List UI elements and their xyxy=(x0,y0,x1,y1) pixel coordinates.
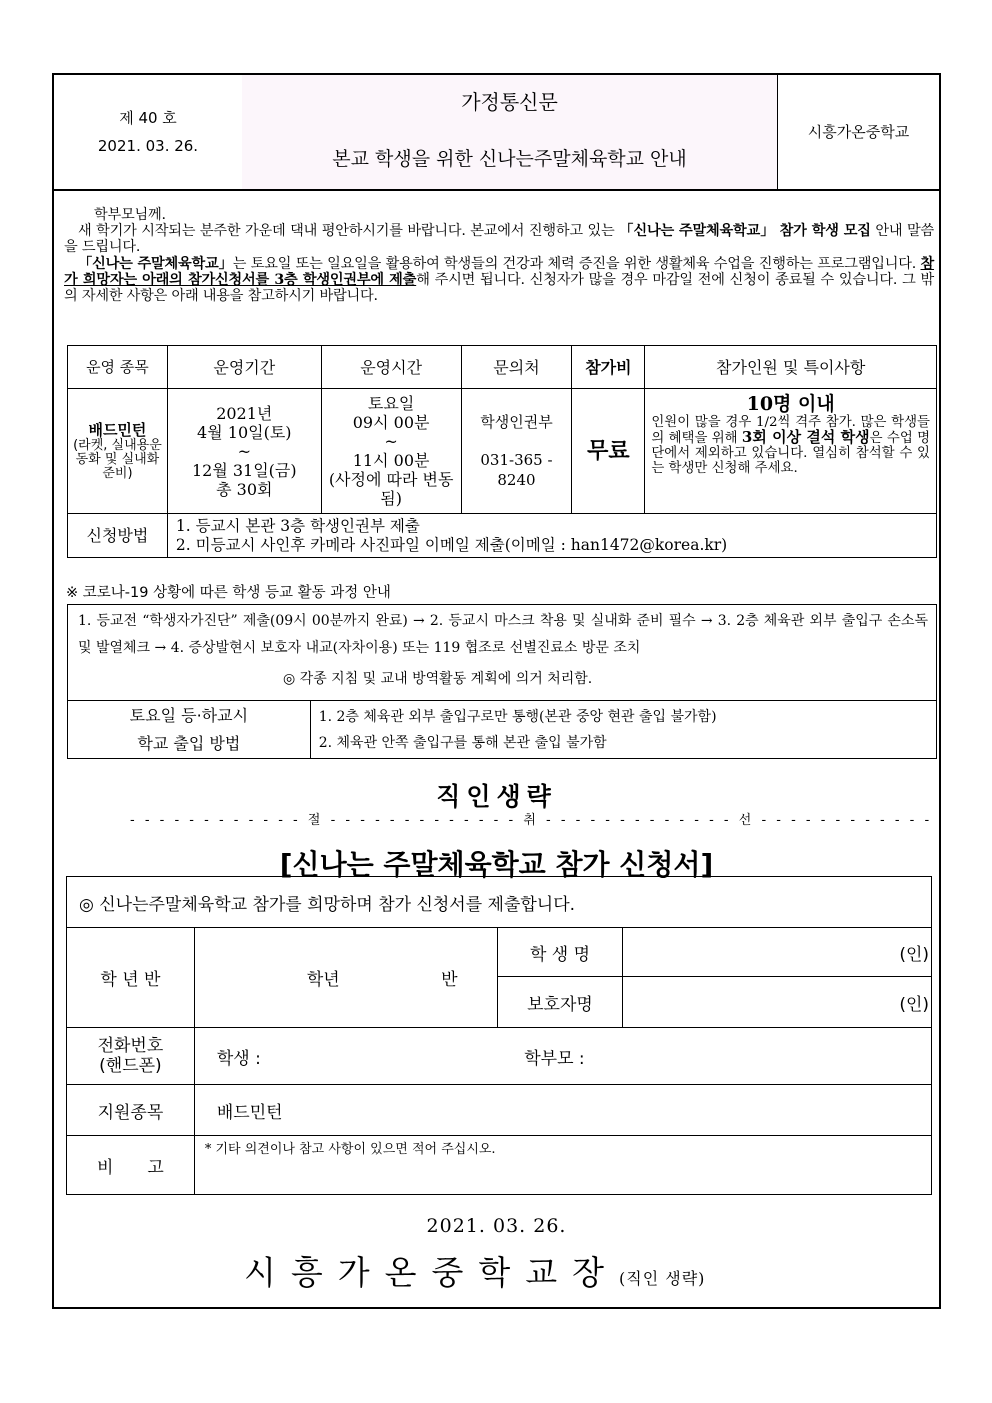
intro-p1-text: 새 학기가 시작되는 분주한 가운데 댁내 평안하시기를 바랍니다. 본교에서 진행하고 있는 xyxy=(78,223,615,240)
remark-field[interactable] xyxy=(194,1136,931,1195)
period-year: 2021년 xyxy=(216,403,273,423)
time-cell xyxy=(321,389,461,514)
note-text-1: 인원이 많을 경우 1/2씩 격주 참가. 많은 학생들의 혜택을 위해 xyxy=(651,415,930,446)
time-day: 토요일 xyxy=(367,394,415,413)
apply-method-1: 1. 등교시 본관 3층 학생인권부 제출 xyxy=(175,516,420,535)
intro-p2-text: 는 토요일 또는 일요일을 활용하여 학생들의 건강과 체력 증진을 위한 생활체육 수업을 진행하는 프로그램입니다. xyxy=(232,255,917,272)
time-start: 09시 00분 xyxy=(352,413,430,432)
saturday-label xyxy=(68,701,311,759)
phone-label-1: 전화번호 xyxy=(97,1036,164,1056)
cut-word-2: 취 xyxy=(523,813,539,828)
header-period: 운영기간 xyxy=(167,346,321,389)
saturday-label-1: 토요일 등·하교시 xyxy=(129,705,249,725)
school-name: 시흥가온중학교 xyxy=(807,123,910,141)
seal-mark: (인) xyxy=(899,944,929,965)
note-text-2: 은 수업 명단에서 제외하고 있습니다. 열심히 참석할 수 있는 학생만 신청해 주세요. xyxy=(651,431,931,476)
sport-cell xyxy=(68,389,168,514)
issue-info xyxy=(54,75,243,189)
corona-title: ※ 코로나-19 상황에 따른 학생 등교 활동 과정 안내 xyxy=(66,585,391,601)
seal-omit: 직인생략 xyxy=(436,782,557,811)
contact-dept: 학생인권부 xyxy=(480,413,553,431)
header-time: 운영시간 xyxy=(321,346,461,389)
student-name-label: 학 생 명 xyxy=(497,928,623,977)
class-text: 반 xyxy=(441,970,458,990)
cut-word-3: 선 xyxy=(738,813,755,828)
principal-text: 시흥가온중학교장 xyxy=(244,1253,620,1292)
principal-name xyxy=(244,1247,705,1294)
period-start: 4월 10일(토) xyxy=(197,422,292,442)
document-frame xyxy=(52,73,941,1309)
form-title: [신나는 주말체육학교 참가 신청서] xyxy=(279,848,714,881)
greeting: 학부모님께. xyxy=(94,207,166,223)
doc-subject: 본교 학생을 위한 신나는주말체육학교 안내 xyxy=(242,130,778,189)
cut-dashes-1: - - - - - - - - - - - - xyxy=(130,813,301,828)
phone-field[interactable] xyxy=(194,1028,931,1085)
apply-label: 신청방법 xyxy=(68,514,168,558)
capacity-value: 10명 이내 xyxy=(746,393,835,415)
cut-line xyxy=(130,809,933,828)
apply-method-2: 2. 미등교시 사인후 카메라 사진파일 이메일 제출(이메일 : han1472@korea.kr) xyxy=(175,535,728,554)
intro-paragraph-2 xyxy=(64,256,934,305)
grade-text: 학년 xyxy=(306,970,340,990)
period-tilde: ~ xyxy=(237,441,251,461)
saturday-table xyxy=(67,700,937,759)
intro-text xyxy=(64,207,934,304)
grade-class-label: 학 년 반 xyxy=(67,928,195,1028)
period-end: 12월 31일(금) xyxy=(191,460,297,480)
cut-dashes-2: - - - - - - - - - - - - - xyxy=(330,813,517,828)
principal-tail: (직인 생략) xyxy=(619,1269,706,1288)
student-name-field[interactable] xyxy=(623,928,932,977)
period-cell xyxy=(167,389,321,514)
sport-note: (라켓, 실내용운동화 및 실내화 준비) xyxy=(73,437,162,481)
corona-steps: 1. 등교전 “학생자가진단” 제출(09시 00분까지 완료) → 2. 등교시 마스크 착용 및 실내화 준비 필수 → 3. 2층 체육관 외부 출입구 손소독 및 발열체크 → 4. 증상발현시 보호자 내교(자차이용) 또는 119 협조로 선별진료소 방문 조치 xyxy=(78,613,928,656)
phone-label-2: (핸드폰) xyxy=(99,1056,162,1076)
phone-parent: 학부모 : xyxy=(524,1048,585,1069)
application-form xyxy=(66,876,932,1195)
guardian-name-field[interactable] xyxy=(623,977,932,1028)
cut-dashes-3: - - - - - - - - - - - - - xyxy=(546,813,732,828)
header xyxy=(54,75,939,191)
intro-p2-underline: 참가 희망자는 아래의 참가신청서를 3층 학생인권부에 제출 xyxy=(64,255,935,288)
issue-date: 2021. 03. 26. xyxy=(97,137,199,155)
corona-note: ◎ 각종 지침 및 교내 방역활동 계획에 의거 처리함. xyxy=(283,671,593,687)
remark-label: 비 고 xyxy=(67,1136,195,1195)
corona-box xyxy=(67,604,937,701)
contact-phone: 031-365 - 8240 xyxy=(480,451,553,489)
phone-label xyxy=(67,1028,195,1085)
remark-hint: * 기타 의견이나 참고 사항이 있으면 적어 주십시오. xyxy=(204,1142,496,1157)
intro-p1-end: 안내 말씀을 드립니다. xyxy=(64,223,934,256)
time-note: (사정에 따라 변동됨) xyxy=(328,470,454,508)
sport-label: 지원종목 xyxy=(67,1085,195,1136)
fee-value: 무료 xyxy=(572,389,645,514)
apply-methods xyxy=(167,514,936,558)
time-tilde: ~ xyxy=(384,432,398,451)
sport-value: 배드민턴 xyxy=(194,1085,931,1136)
header-capacity: 참가인원 및 특이사항 xyxy=(645,346,937,389)
header-contact: 문의처 xyxy=(461,346,572,389)
info-table xyxy=(67,345,937,558)
saturday-rule-2: 2. 체육관 안쪽 출입구를 통해 본관 출입 불가함 xyxy=(318,734,607,751)
form-statement: ◎ 신나는주말체육학교 참가를 희망하며 참가 신청서를 제출합니다. xyxy=(67,877,932,928)
issue-number: 제 40 호 xyxy=(119,109,177,127)
phone-student: 학생 : xyxy=(216,1048,261,1069)
guardian-label: 보호자명 xyxy=(497,977,623,1028)
period-total: 총 30회 xyxy=(216,479,273,499)
seal-mark: (인) xyxy=(899,994,929,1015)
intro-p2-bold: 「신나는 주말체육학교」 xyxy=(78,255,233,272)
intro-paragraph-1 xyxy=(64,223,934,255)
contact-cell xyxy=(461,389,572,514)
saturday-rule-1: 1. 2층 체육관 외부 출입구로만 통행(본관 중앙 현관 출입 불가함) xyxy=(318,708,717,725)
cut-word-1: 절 xyxy=(307,813,324,828)
doc-type: 가정통신문 xyxy=(242,75,778,131)
intro-p1-bold: 「신나는 주말체육학교」 참가 학생 모집 xyxy=(619,223,871,240)
sport-name: 배드민턴 xyxy=(88,420,147,439)
grade-class-field[interactable] xyxy=(194,928,497,1028)
note-bold: 3회 이상 결석 학생 xyxy=(741,428,870,446)
saturday-rules xyxy=(310,701,936,759)
intro-p2-end: 해 주시면 됩니다. 신청자가 많을 경우 마감일 전에 신청이 종료될 수 있습니다. 그 밖의 자세한 사항은 아래 내용을 참고하시기 바랍니다. xyxy=(64,271,934,305)
header-fee: 참가비 xyxy=(572,346,645,389)
cut-dashes-4: - - - - - - - - - - - - xyxy=(761,813,933,828)
footer-date: 2021. 03. 26. xyxy=(426,1215,567,1237)
header-sport: 운영 종목 xyxy=(68,346,168,389)
time-end: 11시 00분 xyxy=(352,451,430,470)
capacity-cell xyxy=(645,389,937,514)
saturday-label-2: 학교 출입 방법 xyxy=(137,733,241,753)
capacity-note xyxy=(645,415,936,476)
